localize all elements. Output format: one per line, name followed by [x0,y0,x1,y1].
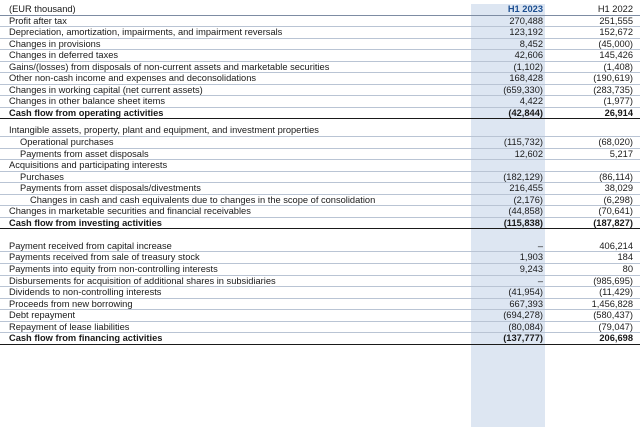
value-h1-2022: 206,698 [599,333,633,344]
value-h1-2023: – [537,240,543,251]
value-h1-2022: 5,217 [609,148,633,159]
value-h1-2023: (182,129) [503,171,543,182]
value-h1-2023 [471,160,545,171]
unit-label: (EUR thousand) [9,4,76,14]
value-h1-2022 [545,160,640,171]
row-label: Purchases [20,171,64,182]
value-h1-2023: 9,243 [519,264,543,275]
table-row [0,73,640,85]
value-h1-2023: (694,278) [503,310,543,321]
row-label: Changes in cash and cash equivalents due to changes in the scope of consolidation [30,194,376,205]
value-h1-2022: 145,426 [599,50,633,61]
value-h1-2023: 270,488 [509,15,543,26]
value-h1-2022: 152,672 [599,27,633,38]
value-h1-2022: (985,695) [593,275,633,286]
table-row [0,241,640,253]
section-gap [0,229,640,241]
value-h1-2023: (2,176) [513,194,543,205]
table-row [0,195,640,207]
value-h1-2022: (86,114) [599,171,633,182]
value-h1-2023: 1,903 [519,252,543,263]
value-h1-2022: (580,437) [593,310,633,321]
table-row [0,310,640,322]
table-row [0,85,640,97]
row-label: Changes in deferred taxes [9,50,119,61]
row-label: Depreciation, amortization, impairments, and impairment reversals [9,27,283,38]
value-h1-2023: 123,192 [509,27,543,38]
table-row [0,62,640,74]
row-label: Payment received from capital increase [9,240,172,251]
table-row [0,322,640,334]
value-h1-2023: 8,452 [519,38,543,49]
table-row [0,16,640,28]
table-row [0,172,640,184]
value-h1-2023: (41,954) [508,287,543,298]
table-row [0,276,640,288]
row-label: Repayment of lease liabilities [9,321,130,332]
table-header [0,4,640,16]
value-h1-2022 [545,125,640,136]
value-h1-2023: 168,428 [509,73,543,84]
value-h1-2022: (1,977) [603,96,633,107]
value-h1-2022: (283,735) [593,84,633,95]
value-h1-2022: (11,429) [599,287,633,298]
row-label: Debt repayment [9,310,76,321]
row-label: Changes in other balance sheet items [9,96,166,107]
table-row [0,183,640,195]
financing-section [0,241,640,333]
row-label: Operational purchases [20,137,114,148]
row-label: Changes in provisions [9,38,101,49]
value-h1-2022: (1,408) [603,61,633,72]
value-h1-2023: (80,084) [508,321,543,332]
table-row [0,206,640,218]
value-h1-2022: 26,914 [604,107,633,118]
row-label: Payments from asset disposals [20,148,149,159]
value-h1-2023: (44,858) [508,206,543,217]
table-row [0,39,640,51]
value-h1-2023: 667,393 [509,298,543,309]
value-h1-2022: (187,827) [593,217,633,228]
value-h1-2022: 80 [622,264,633,275]
value-h1-2023: 12,602 [514,148,543,159]
value-h1-2022: 406,214 [599,240,633,251]
table-row [0,160,640,172]
value-h1-2022: (79,047) [598,321,633,332]
row-label: Payments into equity from non-controlling interests [9,264,218,275]
value-h1-2023: (115,838) [503,217,543,228]
value-h1-2023 [471,125,545,136]
table-row [0,252,640,264]
row-label: Disbursements for acquisition of additional shares in subsidiaries [9,275,276,286]
table-row [0,149,640,161]
table-row [0,96,640,108]
cash-flow-table [0,4,640,345]
table-row [0,264,640,276]
row-label: Dividends to non-controlling interests [9,287,162,298]
value-h1-2023: (659,330) [503,84,543,95]
row-label: Other non-cash income and expenses and deconsolidations [9,73,257,84]
row-label: Cash flow from financing activities [9,333,163,344]
row-label: Cash flow from investing activities [9,217,162,228]
row-label: Cash flow from operating activities [9,107,164,118]
row-label: Intangible assets, property, plant and equipment, and investment properties [9,125,319,136]
row-label: Acquisitions and participating interests [9,160,168,171]
value-h1-2022: 184 [617,252,633,263]
value-h1-2023: 42,606 [514,50,543,61]
row-label: Changes in working capital (net current assets) [9,84,203,95]
investing-section [0,125,640,217]
row-label: Profit after tax [9,15,67,26]
value-h1-2023: 216,455 [509,183,543,194]
table-row [0,287,640,299]
value-h1-2022: 1,456,828 [591,298,633,309]
row-label: Payments received from sale of treasury stock [9,252,200,263]
value-h1-2022: (45,000) [598,38,633,49]
value-h1-2023: 4,422 [519,96,543,107]
value-h1-2023: (42,844) [508,107,543,118]
column-header-h1-2022: H1 2022 [597,4,633,14]
operating-section [0,16,640,108]
value-h1-2022: (70,641) [598,206,633,217]
financing-total-row [0,333,640,345]
table-row [0,27,640,39]
table-row [0,137,640,149]
value-h1-2023: (115,732) [503,137,543,148]
value-h1-2022: 251,555 [599,15,633,26]
table-row [0,50,640,62]
value-h1-2023: – [537,275,543,286]
column-header-h1-2023: H1 2023 [507,4,543,14]
value-h1-2022: (190,619) [593,73,633,84]
row-label: Proceeds from new borrowing [9,298,133,309]
value-h1-2022: 38,029 [604,183,633,194]
table-row [0,125,640,137]
table-row [0,299,640,311]
value-h1-2022: (68,020) [598,137,633,148]
row-label: Changes in marketable securities and financial receivables [9,206,251,217]
value-h1-2022: (6,298) [603,194,633,205]
row-label: Payments from asset disposals/divestments [20,183,201,194]
operating-total-row [0,108,640,120]
investing-total-row [0,218,640,230]
value-h1-2023: (1,102) [513,61,543,72]
row-label: Gains/(losses) from disposals of non-current assets and marketable securities [9,61,330,72]
value-h1-2023: (137,777) [503,333,543,344]
